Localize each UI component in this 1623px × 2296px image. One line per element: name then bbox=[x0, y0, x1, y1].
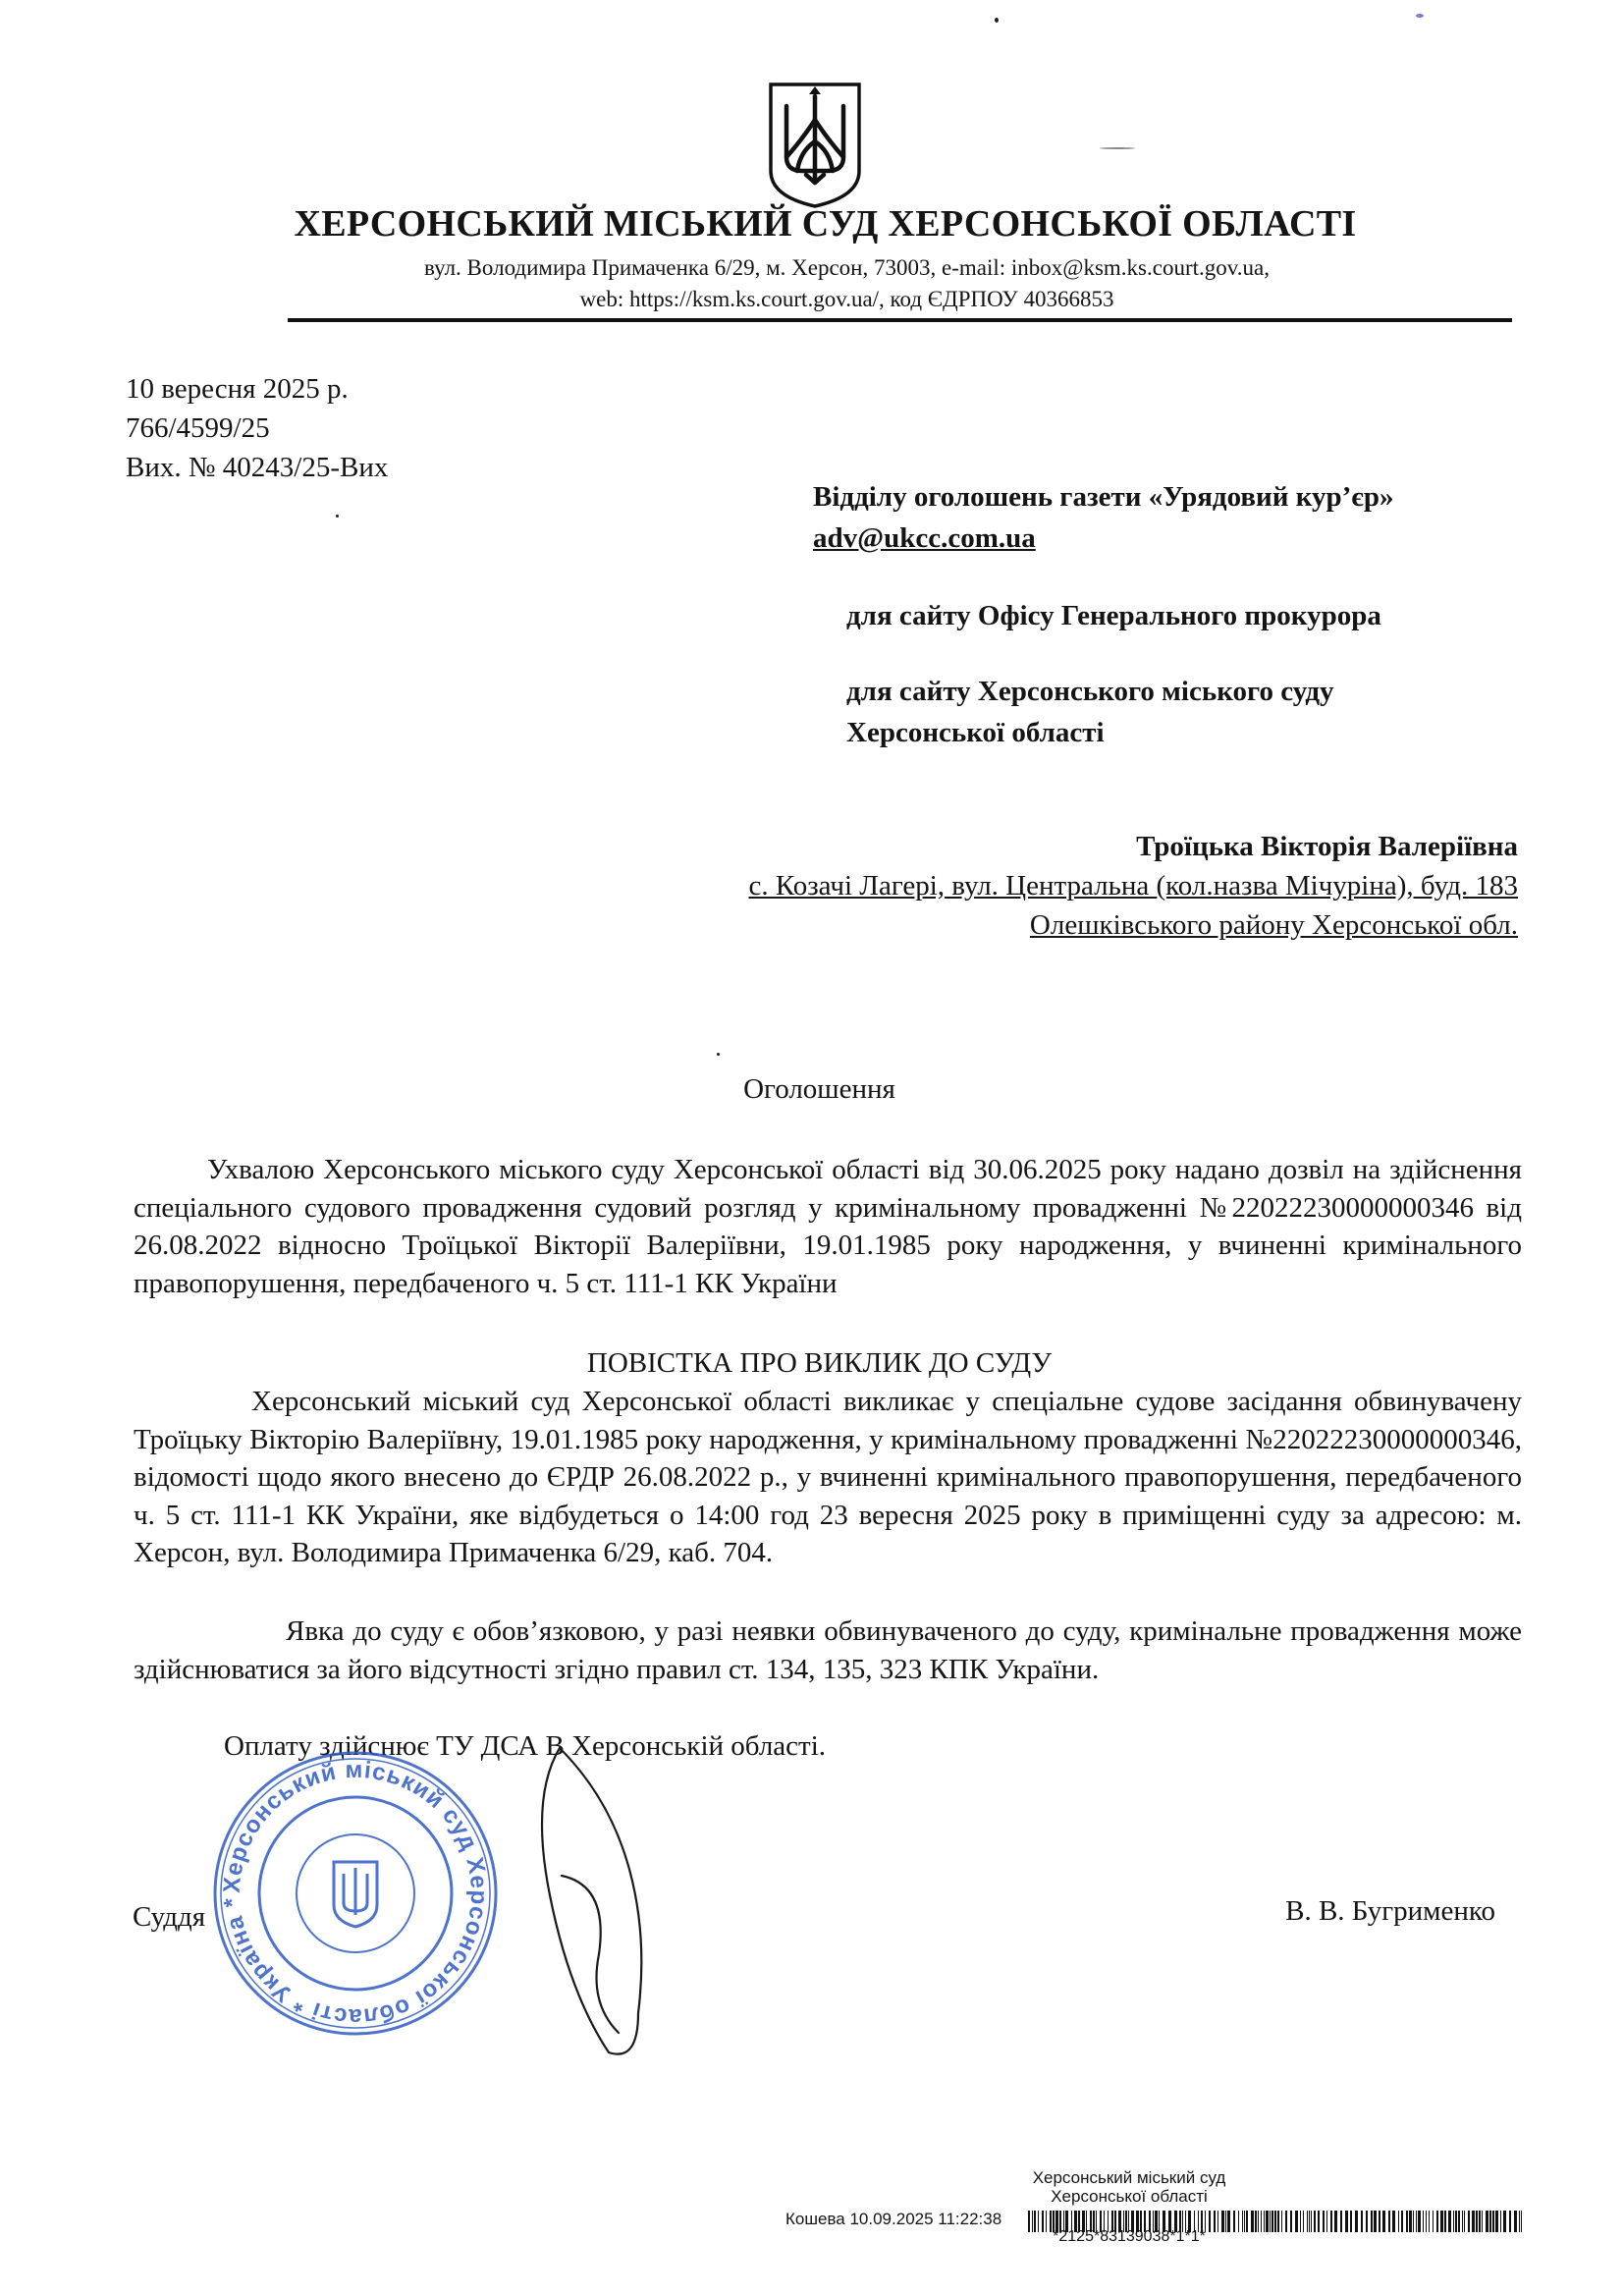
registration-code: *2125*83139038*1*1* bbox=[1053, 2228, 1206, 2245]
court-seal-stamp bbox=[208, 1746, 503, 2041]
announcement-title: Оголошення bbox=[743, 1073, 895, 1105]
header-divider bbox=[288, 318, 1512, 322]
case-number: 766/4599/25 bbox=[126, 412, 270, 444]
recipient-person-name: Троїцька Вікторія Валеріївна bbox=[1136, 831, 1518, 862]
recipient-court-site-region: Херсонської області bbox=[846, 717, 1105, 748]
payment-note: Оплату здійснює ТУ ДСА В Херсонській області. bbox=[224, 1730, 827, 1762]
scan-speck bbox=[717, 1053, 720, 1056]
scan-speck bbox=[995, 18, 999, 23]
svg-text:Херсонський міський суд Херсон: Херсонський міський суд Херсонської області * Україна * bbox=[218, 1756, 493, 2031]
court-web-and-code: web: https://ksm.ks.court.gov.ua/, код ЄДРПОУ 40366853 bbox=[579, 287, 1114, 311]
scan-speck bbox=[336, 515, 339, 518]
judge-name: В. В. Бугрименко bbox=[1285, 1895, 1495, 1927]
summons-title: ПОВІСТКА ПРО ВИКЛИК ДО СУДУ bbox=[586, 1347, 1053, 1379]
court-name: ХЕРСОНСЬКИЙ МІСЬКИЙ СУД ХЕРСОНСЬКОЇ ОБЛАСТІ bbox=[294, 203, 1357, 245]
summons-paragraph: Херсонський міський суд Херсонської області викликає у спеціальне судове засідання обвинувачену Троїцьку Вікторію Валеріївну, 19.01.1985 року народження, у кримінальному провадженні №22022230000000346, відомості щодо якого внесено до ЄРДР 26.08.2022 р., у вчиненні кримінального правопорушення, передбаченого ч. 5 ст. 111-1 КК України, яке відбудеться о 14:00 год 23 вересня 2025 року в приміщенні суду за адресою: м. Херсон, вул. Володимира Примаченка 6/29, каб. 704. bbox=[134, 1386, 1522, 1568]
recipient-person-district: Олешківського району Херсонської обл. bbox=[1029, 909, 1518, 941]
recipient-person-address: с. Козачі Лагері, вул. Центральна (кол.назва Мічуріна), буд. 183 bbox=[748, 870, 1518, 902]
attendance-paragraph: Явка до суду є обов’язковою, у разі неявки обвинуваченого до суду, кримінальне провадження може здійснюватися за його відсутності згідно правил ст. 134, 135, 323 КПК України. bbox=[134, 1615, 1522, 1685]
coat-of-arms-trident-icon bbox=[767, 81, 863, 210]
registration-operator-timestamp: Кошева 10.09.2025 11:22:38 bbox=[785, 2210, 1002, 2228]
judge-signature bbox=[520, 1738, 668, 2062]
announcement-paragraph: Ухвалою Херсонського міського суду Херсонської області від 30.06.2025 року надано дозвіл на здійснення спеціального судового провадження судовий розгляд у кримінальному провадженні №22022230000000346 від 26.08.2022 відносно Троїцької Вікторії Валеріївни, 19.01.1985 року народження, у вчиненні кримінального правопорушення, передбаченого ч. 5 ст. 111-1 КК України bbox=[134, 1154, 1522, 1299]
recipient-court-site: для сайту Херсонського міського суду bbox=[846, 676, 1334, 707]
judge-label: Суддя bbox=[133, 1901, 206, 1933]
outgoing-number: Вих. № 40243/25-Вих bbox=[126, 452, 389, 483]
court-address: вул. Володимира Примаченка 6/29, м. Херсон, 73003, e-mail: inbox@ksm.ks.court.gov.ua, bbox=[424, 255, 1270, 280]
recipient-newspaper-email: adv@ukcc.com.ua bbox=[813, 522, 1036, 554]
registration-court: Херсонський міський суд bbox=[1032, 2168, 1226, 2187]
recipient-prosecutor-site: для сайту Офісу Генерального прокурора bbox=[846, 600, 1381, 631]
scan-speck bbox=[1416, 14, 1424, 18]
recipient-newspaper: Відділу оголошень газети «Урядовий кур’єр» bbox=[813, 481, 1394, 513]
registration-region: Херсонської області bbox=[1051, 2187, 1208, 2206]
letter-date: 10 вересня 2025 р. bbox=[126, 373, 349, 405]
scan-speck bbox=[1100, 147, 1135, 149]
